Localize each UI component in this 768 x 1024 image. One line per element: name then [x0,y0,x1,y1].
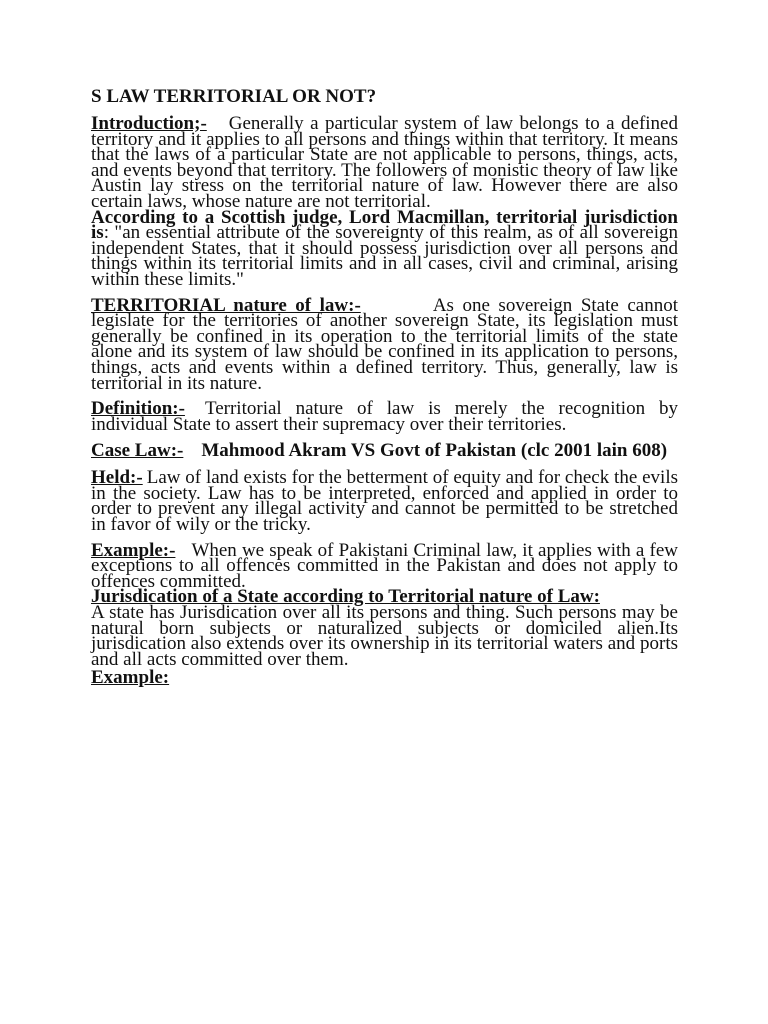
macmillan-quote [91,206,678,290]
definition-heading: Definition:- [91,398,185,420]
introduction-section [91,113,678,290]
macmillan-quote-text: : "an essential attribute of the sovereignty of this realm, as of all sovereign independent States, that it should possess jurisdiction over all persons and things within its territorial limits and in all cases, civil and criminal, arising within these limits." [91,222,678,290]
second-example-section [91,667,678,689]
definition-text: Territorial nature of law is merely the recognition by individual State to assert their supremacy over their territories. [91,398,678,435]
territorial-paragraph [91,294,678,394]
introduction-text: Generally a particular system of law belongs to a defined territory and it applies to all persons and things within that territory. It means that the laws of a particular State are not applicable to persons, things, acts, and events beyond that territory. The followers of monistic theory of law like Austin lay stress on the territorial nature of law. However there are also certain laws, whose nature are not territorial. [91,113,678,212]
macmillan-quote-lead: According to a Scottish judge, Lord Macmillan, territorial jurisdiction is [91,206,678,244]
held-section [91,467,678,536]
definition-section [91,398,678,435]
example-section [91,539,678,592]
territorial-text: As one sovereign State cannot legislate for the territories of another sovereign State, its legislation must generally be confined in its operation to the territorial limits of the state alone and its system of law should be confined in its application to persons, things, acts and events within a defined territory. Thus, generally, law is territorial in its nature. [91,294,678,394]
case-law-section [91,442,678,460]
held-heading: Held:- [91,467,143,489]
example-text: When we speak of Pakistani Criminal law, it applies with a few exceptions to all offences committed in the Pakistan and does not apply to offences committed. [91,539,678,592]
held-paragraph [91,467,678,536]
example-paragraph [91,539,678,592]
jurisdiction-section [91,586,678,670]
introduction-paragraph [91,113,678,212]
definition-paragraph [91,398,678,435]
second-example-heading: Example: [91,667,170,689]
example-heading: Example:- [91,539,176,561]
introduction-heading: Introduction;- [91,113,207,134]
territorial-section [91,294,678,394]
case-law-citation: Mahmood Akram VS Govt of Pakistan (clc 2001 lain 608) [201,440,668,462]
territorial-heading: TERRITORIAL nature of law:- [91,294,361,316]
case-law-paragraph [91,442,678,460]
document-title: S LAW TERRITORIAL OR NOT? [91,86,377,107]
case-law-heading: Case Law:- [91,440,184,462]
held-text: Law of land exists for the betterment of equity and for check the evils in the society. Law has to be interpreted, enforced and applied in order to order to prevent any illegal activity and cannot be permitted to be stretched in favor of wily or the tricky. [91,467,678,536]
document-page [91,86,678,689]
jurisdiction-heading: Jurisdication of a State according to Territorial nature of Law: [91,586,600,608]
jurisdiction-text: A state has Jurisdication over all its persons and thing. Such persons may be natural born subjects or naturalized subjects or domiciled alien.Its jurisdication also extends over its ownership in its territorial waters and ports and all acts committed over them. [91,602,678,670]
